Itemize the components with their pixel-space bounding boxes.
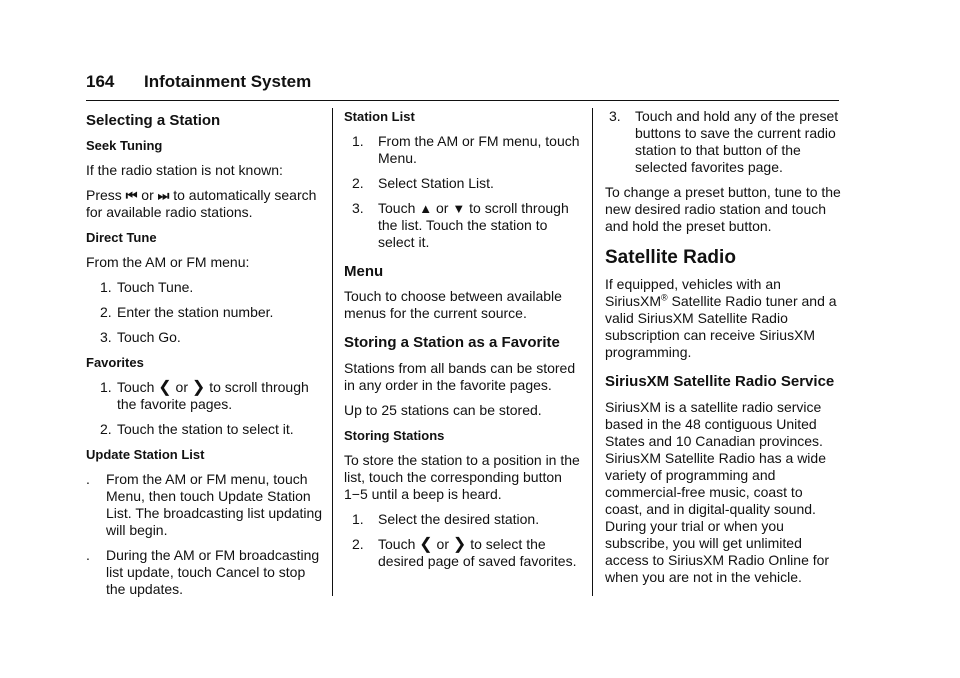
storing-paragraph: Stations from all bands can be stored in any order in the favorite pages. [344, 360, 576, 393]
list-item: 2. Touch the station to select it. [100, 421, 294, 437]
heading-update-station-list: Update Station List [86, 447, 205, 462]
heading-storing-stations: Storing Stations [344, 428, 445, 443]
siriusxm-paragraph: SiriusXM is a satellite radio service based in the 48 contiguous United States and 10 Canadian provinces. SiriusXM Satellite Radio has a wide variety of programming and commercial-free music, coast to coast, and in digital-quality sound. During your trial or when you subscribe, you will get unlimited access to SiriusXM Radio Online for when you are not in the vehicle. [605, 399, 830, 585]
list-item: 1. From the AM or FM menu, touch Menu. [352, 133, 580, 166]
chevron-right-icon: ❯ [452, 536, 467, 553]
chevron-right-icon: ❯ [191, 379, 206, 396]
chevron-left-icon: ❮ [419, 536, 433, 553]
heading-favorites: Favorites [86, 355, 144, 370]
heading-storing-favorite: Storing a Station as a Favorite [344, 334, 560, 351]
column-2 [344, 108, 584, 578]
registered-mark: ® [661, 292, 668, 303]
heading-seek-tuning: Seek Tuning [86, 138, 163, 153]
change-preset-paragraph: To change a preset button, tune to the new desired radio station and touch and hold the preset button. [605, 184, 841, 234]
satellite-paragraph: If equipped, vehicles with an SiriusXM® Satellite Radio tuner and a valid SiriusXM Satellite Radio subscription can receive SiriusXM programming. [605, 276, 837, 360]
column-divider-1 [332, 108, 333, 596]
column-divider-2 [592, 108, 593, 596]
heading-satellite-radio: Satellite Radio [605, 247, 736, 268]
list-item: 2. Select Station List. [352, 175, 494, 191]
list-item: 2. Enter the station number. [100, 304, 274, 320]
list-item: 1. Select the desired station. [352, 511, 540, 527]
heading-station-list: Station List [344, 109, 415, 124]
list-item: 1. Touch Tune. [100, 279, 194, 295]
arrow-down-icon: ▼ [452, 201, 466, 216]
heading-menu: Menu [344, 263, 384, 280]
bullet-item: . During the AM or FM broadcasting list update, touch Cancel to stop the updates. [86, 547, 320, 597]
column-3 [605, 108, 841, 594]
list-item: 3. Touch ▲ or ▼ to scroll through the list. Touch the station to select it. [352, 200, 569, 250]
arrow-up-icon: ▲ [419, 201, 433, 216]
page-header [86, 70, 839, 101]
list-item: 2. Touch ❮ or ❯ to select the desired page of saved favorites. [352, 536, 577, 569]
storing-paragraph: To store the station to a position in the list, touch the corresponding button 1−5 until a beep is heard. [344, 452, 580, 502]
chapter-title: Infotainment System [144, 72, 312, 91]
bullet-item: . From the AM or FM menu, touch Menu, then touch Update Station List. The broadcasting list updating will begin. [86, 471, 323, 538]
seek-forward-icon: ⏭ [157, 188, 170, 203]
menu-description: Touch to choose between available menus for the current source. [344, 288, 562, 321]
column-1 [86, 108, 326, 606]
heading-direct-tune: Direct Tune [86, 230, 157, 245]
heading-siriusxm-service: SiriusXM Satellite Radio Service [605, 373, 835, 390]
list-item: 3. Touch and hold any of the preset buttons to save the current radio station to that button of the selected favorites page. [609, 108, 839, 175]
list-item: 3. Touch Go. [100, 329, 181, 345]
heading-selecting-station: Selecting a Station [86, 112, 221, 129]
direct-intro: From the AM or FM menu: [86, 254, 250, 270]
list-item: 1. Touch ❮ or ❯ to scroll through the favorite pages. [100, 379, 309, 412]
page-number: 164 [86, 72, 115, 91]
chevron-left-icon: ❮ [158, 379, 172, 396]
seek-back-icon: ⏮ [125, 188, 138, 203]
seek-intro: If the radio station is not known: [86, 162, 283, 178]
storing-paragraph: Up to 25 stations can be stored. [344, 402, 542, 418]
seek-instruction: Press ⏮ or ⏭ to automatically search for available radio stations. [86, 187, 317, 220]
